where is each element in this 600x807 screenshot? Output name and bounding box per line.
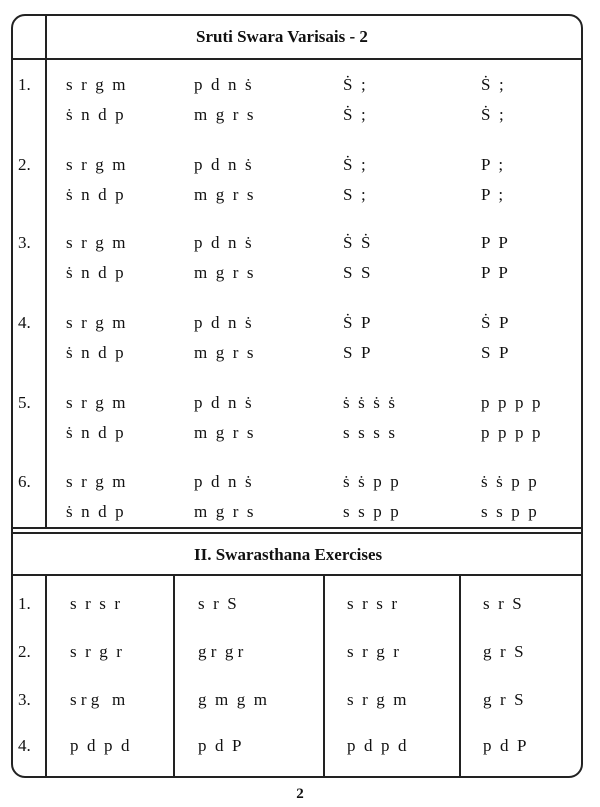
exercise-cell: s r g r	[70, 642, 122, 661]
row-number: 4.	[18, 313, 31, 332]
swara-cell: m g r s	[194, 423, 254, 442]
swara-cell: ṡ ṡ ṡ ṡ	[343, 393, 395, 412]
swara-cell: s r g m	[66, 393, 126, 412]
swara-cell: Ṡ P	[481, 313, 509, 332]
swara-cell: Ṡ ;	[481, 105, 504, 124]
exercise-cell: p d p d	[70, 736, 130, 755]
exercise-cell: g r S	[483, 690, 524, 709]
section1-title: Sruti Swara Varisais - 2	[196, 27, 368, 46]
swara-cell: ṡ n d p	[66, 343, 124, 362]
swara-cell: p d n ṡ	[194, 393, 252, 412]
title-divider	[13, 58, 581, 60]
exercise-cell: p d p d	[347, 736, 407, 755]
exercise-cell: s r s r	[70, 594, 121, 613]
swara-cell: ṡ n d p	[66, 502, 124, 521]
swara-cell: s r g m	[66, 472, 126, 491]
swara-cell: s r g m	[66, 313, 126, 332]
swara-cell: s s p p	[343, 502, 399, 521]
exercise-cell: s r g m	[347, 690, 407, 709]
exercise-cell: s r s r	[347, 594, 398, 613]
exercise-cell: s r g r	[347, 642, 399, 661]
swara-cell: P P	[481, 263, 508, 282]
section2-number-divider	[45, 575, 47, 777]
swara-cell: Ṡ ;	[481, 75, 504, 94]
exercise-cell: g r g r	[198, 642, 244, 661]
row-number: 1.	[18, 75, 31, 94]
number-column-divider	[45, 15, 47, 529]
swara-cell: Ṡ ;	[343, 105, 366, 124]
row-number: 4.	[18, 736, 31, 755]
swara-cell: ṡ n d p	[66, 263, 124, 282]
swara-cell: Ṡ P	[343, 313, 371, 332]
exercise-cell: g r S	[483, 642, 524, 661]
section-divider-bottom	[13, 532, 581, 534]
swara-cell: P P	[481, 233, 508, 252]
row-number: 2.	[18, 642, 31, 661]
swara-cell: ṡ ṡ p p	[481, 472, 537, 491]
row-number: 2.	[18, 155, 31, 174]
row-number: 3.	[18, 690, 31, 709]
swara-cell: S P	[481, 343, 509, 362]
section-divider-top	[13, 527, 581, 529]
swara-cell: Ṡ Ṡ	[343, 233, 371, 252]
section2-col-divider-2	[323, 575, 325, 777]
swara-cell: p d n ṡ	[194, 233, 252, 252]
swara-cell: S ;	[343, 185, 366, 204]
swara-cell: p p p p	[481, 393, 541, 412]
section2-col-divider-1	[173, 575, 175, 777]
exercise-cell: s r S	[483, 594, 522, 613]
swara-cell: s r g m	[66, 155, 126, 174]
row-number: 1.	[18, 594, 31, 613]
swara-cell: s r g m	[66, 233, 126, 252]
swara-cell: p d n ṡ	[194, 155, 252, 174]
section2-col-divider-3	[459, 575, 461, 777]
swara-cell: m g r s	[194, 263, 254, 282]
swara-cell: P ;	[481, 185, 504, 204]
exercise-cell: p d P	[483, 736, 527, 755]
swara-cell: Ṡ ;	[343, 75, 366, 94]
swara-cell: p d n ṡ	[194, 472, 252, 491]
swara-cell: ṡ n d p	[66, 423, 124, 442]
swara-cell: m g r s	[194, 185, 254, 204]
swara-cell: S S	[343, 263, 371, 282]
swara-cell: p d n ṡ	[194, 75, 252, 94]
exercise-cell: p d P	[198, 736, 242, 755]
swara-cell: s r g m	[66, 75, 126, 94]
row-number: 6.	[18, 472, 31, 491]
exercise-cell: g m g m	[198, 690, 267, 709]
swara-cell: s s p p	[481, 502, 537, 521]
swara-cell: p p p p	[481, 423, 541, 442]
section2-title-divider	[13, 574, 581, 576]
swara-cell: Ṡ ;	[343, 155, 366, 174]
exercise-cell: s r S	[198, 594, 237, 613]
swara-cell: m g r s	[194, 343, 254, 362]
swara-cell: p d n ṡ	[194, 313, 252, 332]
swara-cell: s s s s	[343, 423, 395, 442]
section2-title: II. Swarasthana Exercises	[194, 545, 383, 564]
swara-cell: m g r s	[194, 502, 254, 521]
row-number: 3.	[18, 233, 31, 252]
page-number: 2	[296, 786, 304, 802]
swara-cell: S P	[343, 343, 371, 362]
row-number: 5.	[18, 393, 31, 412]
exercise-cell: s r g m	[70, 690, 126, 709]
swara-cell: ṡ n d p	[66, 185, 124, 204]
swara-cell: P ;	[481, 155, 504, 174]
swara-cell: ṡ ṡ p p	[343, 472, 399, 491]
swara-cell: ṡ n d p	[66, 105, 124, 124]
swara-cell: m g r s	[194, 105, 254, 124]
